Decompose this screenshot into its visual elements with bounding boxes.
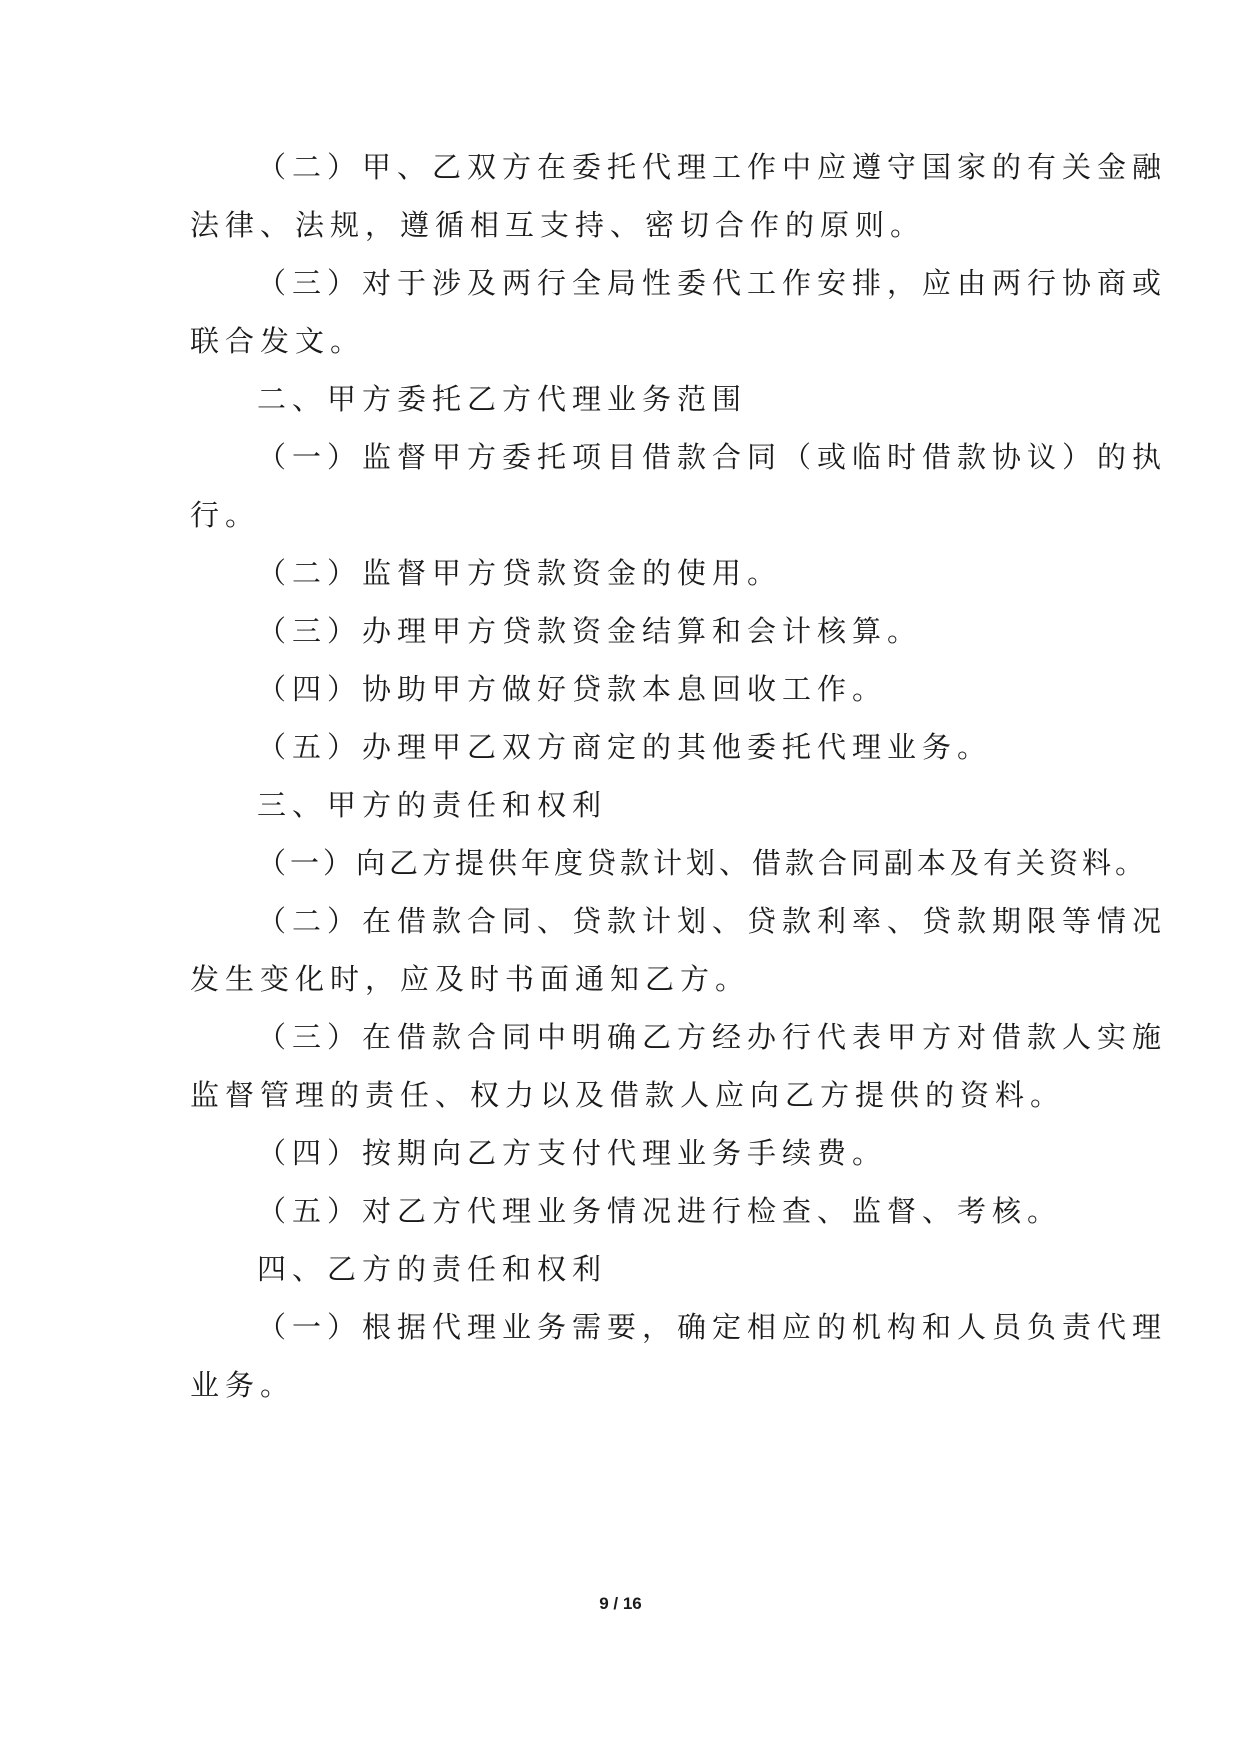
section-heading: 四、乙方的责任和权利	[257, 1252, 608, 1286]
paragraph-line: （五）对乙方代理业务情况进行检查、监督、考核。	[257, 1194, 1063, 1228]
paragraph-line: 监督管理的责任、权力以及借款人应向乙方提供的资料。	[190, 1078, 1066, 1112]
paragraph-line: 法律、法规，遵循相互支持、密切合作的原则。	[190, 208, 926, 242]
paragraph-line: （二）监督甲方贷款资金的使用。	[257, 556, 783, 590]
paragraph-line: （一）向乙方提供年度贷款计划、借款合同副本及有关资料。	[257, 846, 1149, 880]
paragraph-line: （一）根据代理业务需要，确定相应的机构和人员负责代理	[257, 1310, 1168, 1344]
paragraph-line: 发生变化时，应及时书面通知乙方。	[190, 962, 751, 996]
paragraph-line: （一）监督甲方委托项目借款合同（或临时借款协议）的执	[257, 440, 1168, 474]
section-heading: 二、甲方委托乙方代理业务范围	[257, 382, 748, 416]
paragraph-line: 业务。	[190, 1368, 296, 1402]
page-number: 9 / 16	[599, 1594, 642, 1613]
paragraph-line: （四）按期向乙方支付代理业务手续费。	[257, 1136, 888, 1170]
paragraph-line: 行。	[190, 498, 261, 532]
paragraph-line: （二）甲、乙双方在委托代理工作中应遵守国家的有关金融	[257, 150, 1168, 184]
paragraph-line: （五）办理甲乙双方商定的其他委托代理业务。	[257, 730, 993, 764]
section-heading: 三、甲方的责任和权利	[257, 788, 608, 822]
paragraph-line: （三）在借款合同中明确乙方经办行代表甲方对借款人实施	[257, 1020, 1168, 1054]
paragraph-line: （四）协助甲方做好贷款本息回收工作。	[257, 672, 888, 706]
paragraph-line: （三）办理甲方贷款资金结算和会计核算。	[257, 614, 923, 648]
paragraph-line: （三）对于涉及两行全局性委代工作安排，应由两行协商或	[257, 266, 1168, 300]
paragraph-line: （二）在借款合同、贷款计划、贷款利率、贷款期限等情况	[257, 904, 1168, 938]
paragraph-line: 联合发文。	[190, 324, 366, 358]
